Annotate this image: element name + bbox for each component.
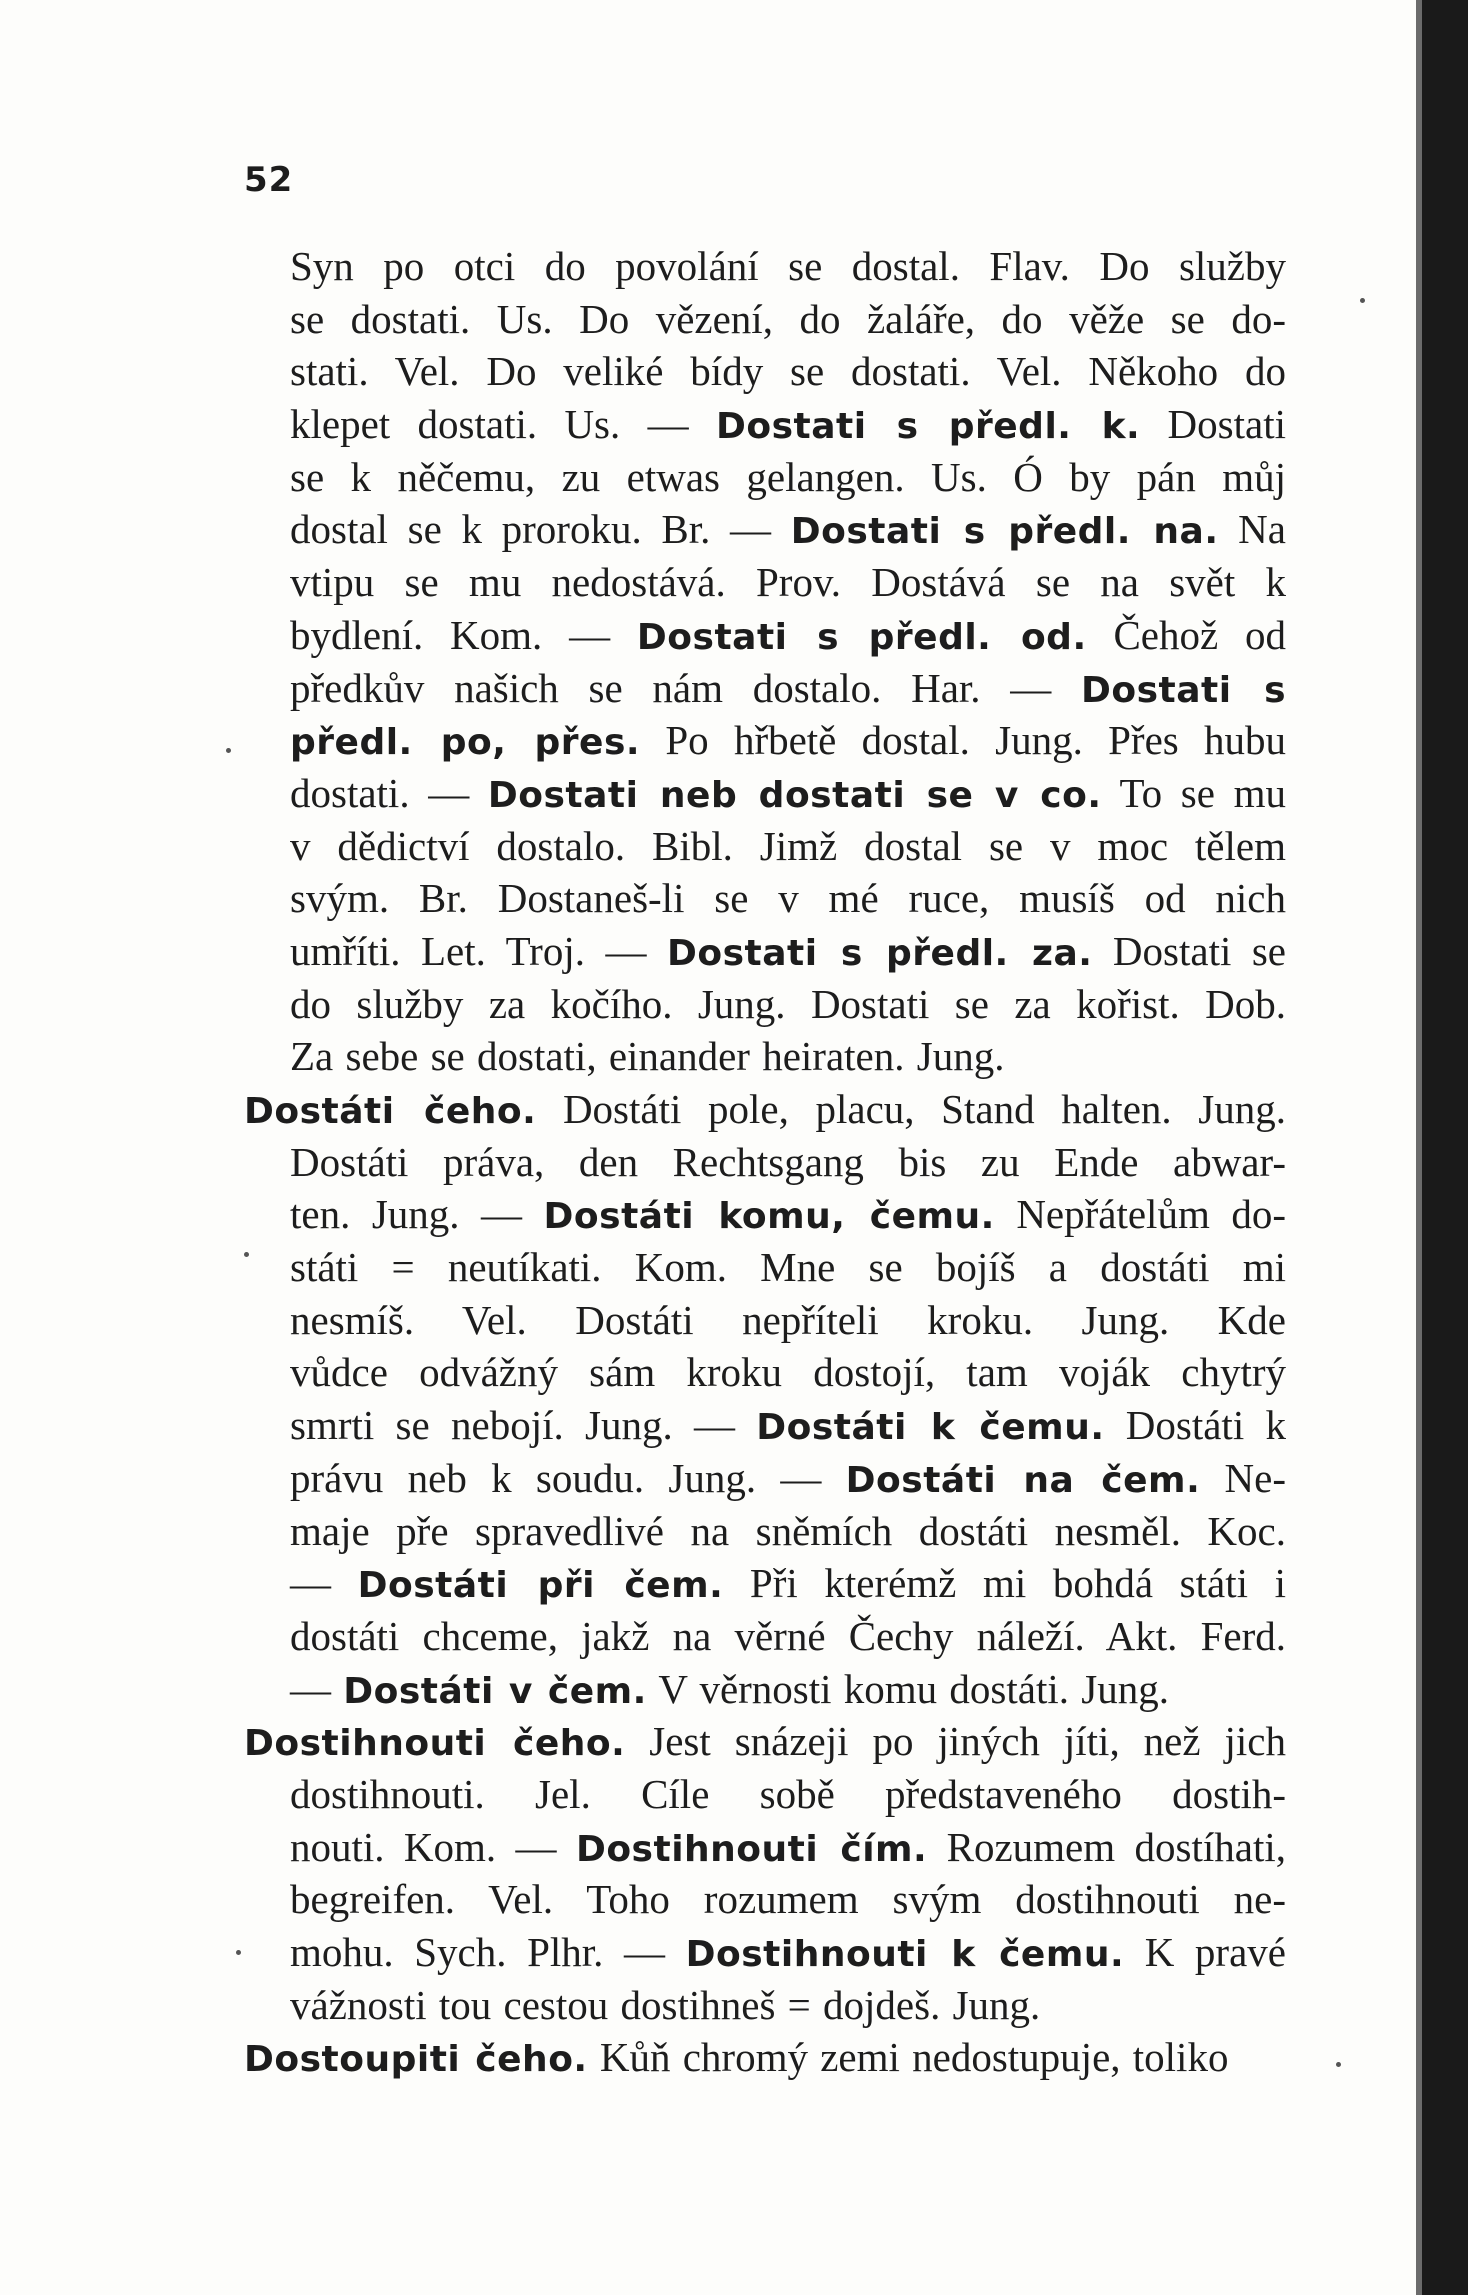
text-line: [246, 662, 1286, 715]
text-line: [246, 1557, 1286, 1610]
text-line: [246, 820, 1286, 873]
text-run: vážnosti tou cestou dostihneš = dojdeš. Jung.: [290, 1981, 1041, 2028]
text-run: se k něčemu, zu etwas gelangen. Us. Ó by pán můj: [290, 453, 1286, 500]
text-run: Syn po otci do povolání se dostal. Flav. Do služby: [290, 243, 1286, 289]
text-run: Po hřbetě dostal. Jung. Přes hubu: [640, 717, 1286, 764]
text-line: [246, 1979, 1286, 2032]
text-line: [246, 1399, 1286, 1452]
text-line: [246, 872, 1286, 925]
text-line: [246, 1873, 1286, 1926]
text-line: [246, 451, 1286, 504]
text-run: —: [290, 1665, 344, 1712]
text-line: [246, 1926, 1286, 1979]
entry-headword-line: [244, 1715, 1286, 1768]
text-line: [246, 1663, 1286, 1716]
text-line: [246, 1505, 1286, 1558]
text-line: [246, 1821, 1286, 1874]
bold-phrase: Dostati neb dostati se v co.: [487, 774, 1102, 816]
text-line: [246, 609, 1286, 662]
text-run: umříti. Let. Troj. —: [290, 927, 667, 974]
text-line: [246, 1294, 1286, 1347]
bold-phrase: Dostáti komu, čemu.: [543, 1196, 995, 1238]
text-line: [246, 1030, 1286, 1083]
bold-phrase: Dostihnouti čím.: [575, 1828, 928, 1870]
text-line: [246, 1452, 1286, 1505]
headword: Dostoupiti čeho.: [244, 2039, 588, 2081]
paper-speck: [1360, 298, 1365, 303]
text-line: [246, 293, 1286, 346]
text-run: V věrnosti komu dostáti. Jung.: [646, 1665, 1169, 1712]
text-run: Dostáti práva, den Rechtsgang bis zu Ende abwar-: [290, 1138, 1286, 1185]
text-run: se dostati. Us. Do vězení, do žaláře, do věže se do-: [290, 295, 1286, 342]
text-run: dostihnouti. Jel. Cíle sobě představeného dostih-: [290, 1770, 1286, 1817]
paper-speck: [226, 748, 231, 753]
text-line: [246, 1136, 1286, 1189]
text-run: státi = neutíkati. Kom. Mne se bojíš a dostáti mi: [290, 1244, 1286, 1291]
text-run: Při kterémž mi bohdá státi i: [723, 1560, 1287, 1607]
text-run: dostal se k proroku. Br. —: [290, 506, 791, 553]
text-run: Na: [1218, 506, 1286, 553]
text-line: [246, 714, 1286, 767]
text-run: dostati. —: [290, 769, 488, 816]
bold-phrase: předl. po, přes.: [290, 722, 641, 764]
text-line: [246, 398, 1286, 451]
text-run: Dostati se: [1092, 927, 1286, 974]
bold-phrase: Dostihnouti k čemu.: [685, 1934, 1125, 1975]
text-run: K pravé: [1124, 1929, 1286, 1975]
text-run: v dědictví dostalo. Bibl. Jimž dostal se v moc tělem: [290, 822, 1286, 869]
text-run: dostáti chceme, jakž na věrné Čechy náleží. Akt. Ferd.: [290, 1612, 1286, 1659]
text-run: Ne-: [1200, 1454, 1286, 1501]
text-line: [246, 1346, 1286, 1399]
text-run: begreifen. Vel. Toho rozumem svým dostihnouti ne-: [290, 1876, 1286, 1923]
text-run: mohu. Sych. Plhr. —: [290, 1929, 686, 1975]
text-run: Kůň chromý zemi nedostupuje, toliko: [587, 2034, 1229, 2081]
text-line: [246, 240, 1286, 293]
text-run: Nepřátelům do-: [994, 1191, 1286, 1238]
text-run: Dostáti pole, placu, Stand halten. Jung.: [536, 1086, 1286, 1132]
bold-phrase: Dostati s předl. za.: [666, 932, 1093, 974]
text-run: do služby za kočího. Jung. Dostati se za kořist. Dob.: [290, 980, 1286, 1027]
headword: Dostihnouti čeho.: [244, 1723, 626, 1765]
text-run: stati. Vel. Do veliké bídy se dostati. Vel. Někoho do: [290, 348, 1286, 395]
text-line: [246, 345, 1286, 398]
text-line: [246, 503, 1286, 556]
paper-speck: [236, 1950, 241, 1955]
entry-headword-line: [244, 2031, 1286, 2084]
text-run: ten. Jung. —: [290, 1191, 544, 1238]
bold-phrase: Dostati s předl. k.: [715, 406, 1141, 448]
text-run: vůdce odvážný sám kroku dostojí, tam voják chytrý: [290, 1349, 1286, 1396]
page-edge: [1422, 0, 1468, 2295]
text-run: Čehož od: [1086, 611, 1287, 658]
bold-phrase: Dostáti k čemu.: [756, 1407, 1105, 1449]
bold-phrase: Dostati s předl. na.: [790, 511, 1219, 553]
text-run: Za sebe se dostati, einander heiraten. Jung.: [290, 1033, 1005, 1080]
text-line: [246, 767, 1286, 820]
headword: Dostáti čeho.: [244, 1091, 537, 1132]
text-line: [246, 1768, 1286, 1821]
text-run: nesmíš. Vel. Dostáti nepříteli kroku. Jung. Kde: [290, 1296, 1286, 1343]
bold-phrase: Dostáti na čem.: [845, 1459, 1201, 1501]
text-line: [246, 925, 1286, 978]
text-run: nouti. Kom. —: [290, 1823, 576, 1870]
text-run: Dostati: [1140, 401, 1286, 448]
dictionary-text: [246, 240, 1286, 2084]
bold-phrase: Dostati s: [1080, 669, 1287, 711]
text-run: předkův našich se nám dostalo. Har. —: [290, 664, 1081, 711]
text-line: [246, 1241, 1286, 1294]
page-number: 52: [244, 160, 294, 200]
text-run: —: [290, 1560, 358, 1607]
text-run: Jest snázeji po jiných jíti, než jich: [625, 1718, 1286, 1765]
paper-speck: [1336, 2062, 1341, 2067]
text-run: To se mu: [1101, 769, 1286, 816]
text-run: maje pře spravedlivé na sněmích dostáti nesměl. Koc.: [290, 1507, 1286, 1554]
text-line: [246, 978, 1286, 1031]
text-run: vtipu se mu nedostává. Prov. Dostává se na svět k: [290, 559, 1286, 606]
text-line: [246, 1610, 1286, 1663]
entry-headword-line: [244, 1083, 1286, 1136]
text-run: právu neb k soudu. Jung. —: [290, 1454, 846, 1501]
text-run: Rozumem dostíhati,: [927, 1823, 1286, 1870]
bold-phrase: Dostati s předl. od.: [636, 616, 1087, 658]
text-line: [246, 556, 1286, 609]
text-run: bydlení. Kom. —: [290, 611, 637, 658]
text-run: smrti se nebojí. Jung. —: [290, 1402, 757, 1449]
text-run: klepet dostati. Us. —: [290, 401, 716, 448]
bold-phrase: Dostáti v čem.: [343, 1670, 647, 1712]
text-run: svým. Br. Dostaneš-li se v mé ruce, musíš od nich: [290, 875, 1286, 922]
text-run: Dostáti k: [1104, 1402, 1286, 1449]
text-line: [246, 1188, 1286, 1241]
bold-phrase: Dostáti při čem.: [357, 1565, 724, 1607]
